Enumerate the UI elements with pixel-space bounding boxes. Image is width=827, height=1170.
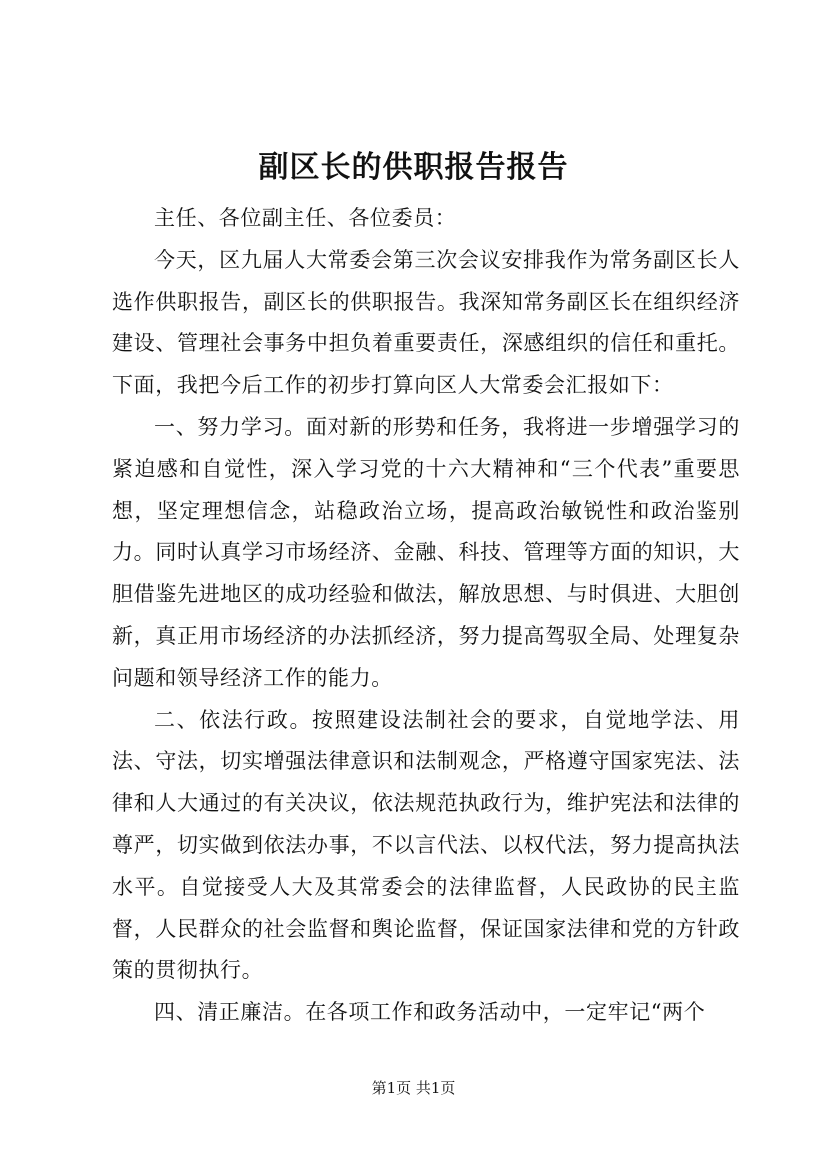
page-number-footer: 第1页 共1页 xyxy=(371,1079,456,1097)
integrity-paragraph: 四、清正廉洁。在各项工作和政务活动中，一定牢记“两个 xyxy=(154,1000,706,1025)
intro-paragraph: 今天，区九届人大常委会第三次会议安排我作为常务副区长人选作供职报告，副区长的供职报告。我深知常务副区长在组织经济建设、管理社会事务中担负着重要责任，深感组织的信任和重托。下面，我把今后工作的初步打算向区人大常委会汇报如下： xyxy=(112,247,740,398)
study-paragraph: 一、努力学习。面对新的形势和任务，我将进一步增强学习的紧迫感和自觉性，深入学习党的十六大精神和“三个代表”重要思想，坚定理想信念，站稳政治立场，提高政治敏锐性和政治鉴别力。同时认真学习市场经济、金融、科技、管理等方面的知识，大胆借鉴先进地区的成功经验和做法，解放思想、与时俱进、大胆创新，真正用市场经济的办法抓经济，努力提高驾驭全局、处理复杂问题和领导经济工作的能力。 xyxy=(112,414,740,690)
law-paragraph: 二、依法行政。按照建设法制社会的要求，自觉地学法、用法、守法，切实增强法律意识和法制观念，严格遵守国家宪法、法律和人大通过的有关决议，依法规范执政行为，维护宪法和法律的尊严，切实做到依法办事，不以言代法、以权代法，努力提高执法水平。自觉接受人大及其常委会的法律监督，人民政协的民主监督，人民群众的社会监督和舆论监督，保证国家法律和党的方针政策的贯彻执行。 xyxy=(112,707,740,983)
document-body xyxy=(112,198,740,1034)
document-title: 副区长的供职报告报告 xyxy=(258,150,569,185)
salutation-paragraph: 主任、各位副主任、各位委员： xyxy=(154,206,457,230)
